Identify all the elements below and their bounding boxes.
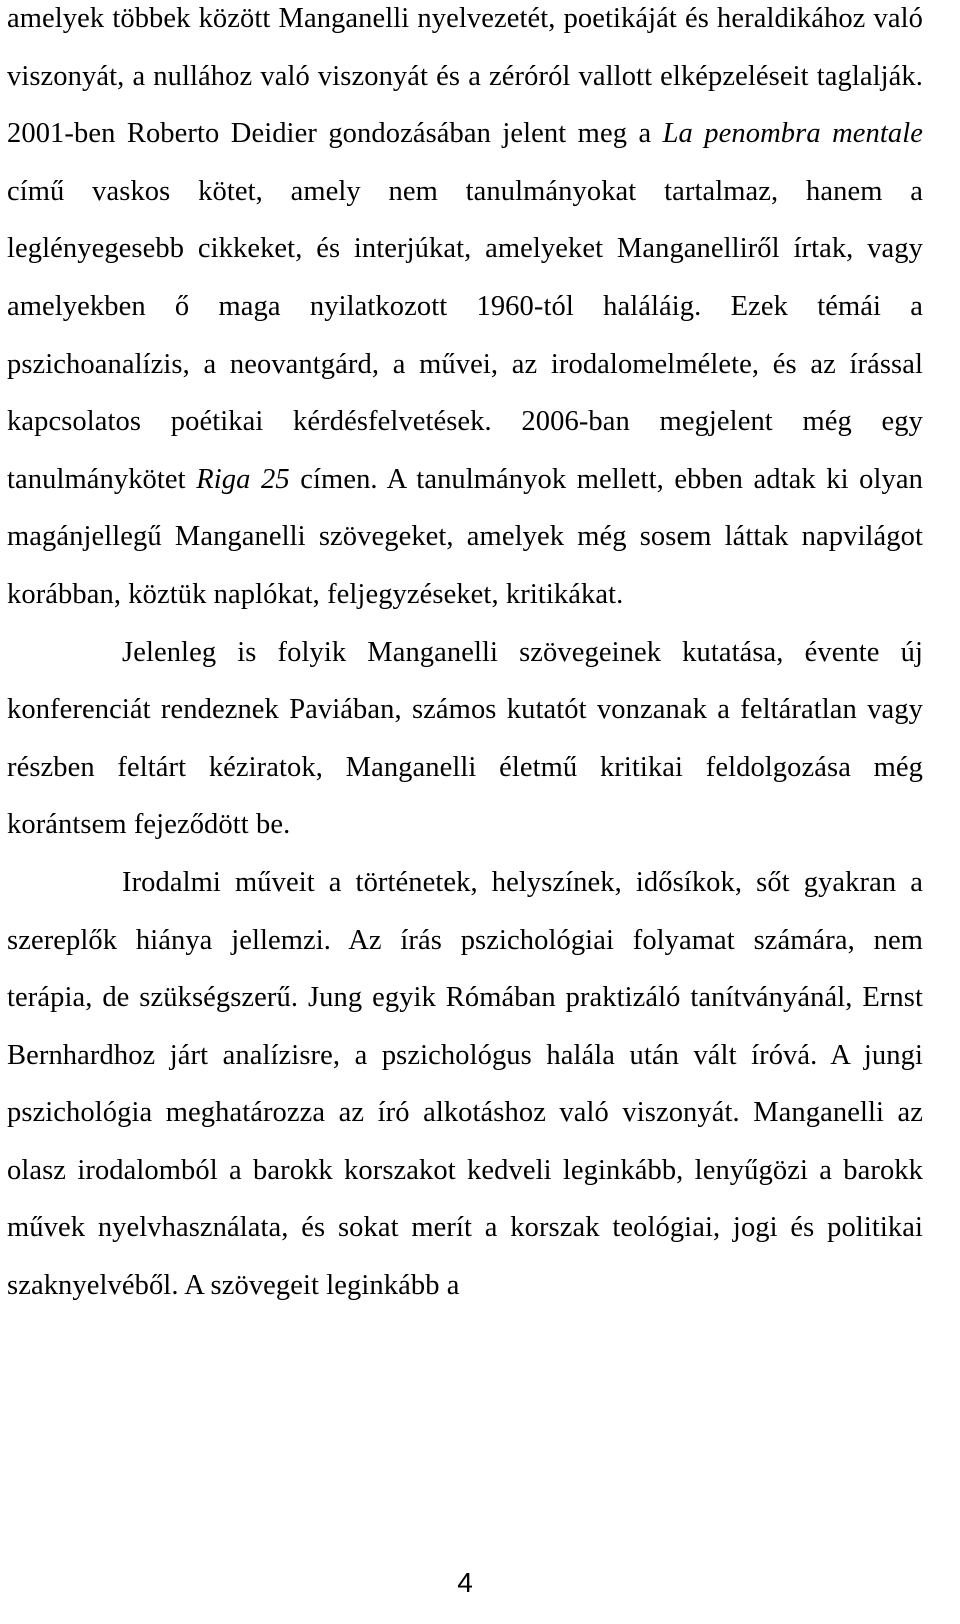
- page-number: 4: [457, 1567, 473, 1598]
- paragraph-3-run-1: Irodalmi műveit a történetek, helyszínek, idősíkok, sőt gyakran a szereplők hiánya jellemzi. Az írás pszichológiai folyamat számára, nem terápia, de szükségszerű. Jung egyik Rómában praktizáló tanítványánál, Ernst Bernhardhoz járt analízisre, a pszichológus halála után vált íróvá. A jungi pszichológia meghatározza az író alkotáshoz való viszonyát. Manganelli az olasz irodalomból a barokk korszakot kedveli leginkább, lenyűgözi a barokk művek nyelvhasználata, és sokat merít a korszak teológiai, jogi és politikai szaknyelvéből. A szövegeit leginkább a: [7, 866, 923, 1302]
- book-title-riga-25: Riga 25: [196, 463, 290, 495]
- paragraph-3: [7, 854, 923, 1315]
- paragraph-2: [7, 624, 923, 854]
- paragraph-1-run-3: című vaskos kötet, amely nem tanulmányokat tartalmaz, hanem a leglényegesebb cikkeket, és interjúkat, amelyeket Manganelliről írtak, vagy amelyekben ő maga nyilatkozott 1960-tól haláláig. Ezek témái a pszichoanalízis, a neovantgárd, a művei, az irodalomelmélete, és az írással kapcsolatos poétikai kérdésfelvetések. 2006-ban megjelent még egy tanulmánykötet: [7, 175, 923, 495]
- paragraph-2-run-1: Jelenleg is folyik Manganelli szövegeinek kutatása, évente új konferenciát rendeznek Paviában, számos kutatót vonzanak a feltáratlan vagy részben feltárt kéziratok, Manganelli életmű kritikai feldolgozása még korántsem fejeződött be.: [7, 636, 923, 841]
- document-page: [7, 0, 923, 1315]
- book-title-la-penombra-mentale: La penombra mentale: [662, 118, 923, 150]
- paragraph-1: [7, 0, 923, 624]
- paragraph-1-run-1: amelyek többek között Manganelli nyelvezetét, poetikáját és heraldikához való viszonyát, a nullához való viszonyát és a zéróról vallott elképzeléseit taglalják. 2001-ben Roberto Deidier gondozásában jelent meg a: [7, 3, 923, 150]
- paragraph-1-run-5: címen. A tanulmányok mellett, ebben adtak ki olyan magánjellegű Manganelli szövegeket, amelyek még sosem láttak napvilágot korábban, köztük naplókat, feljegyzéseket, kritikákat.: [7, 463, 923, 610]
